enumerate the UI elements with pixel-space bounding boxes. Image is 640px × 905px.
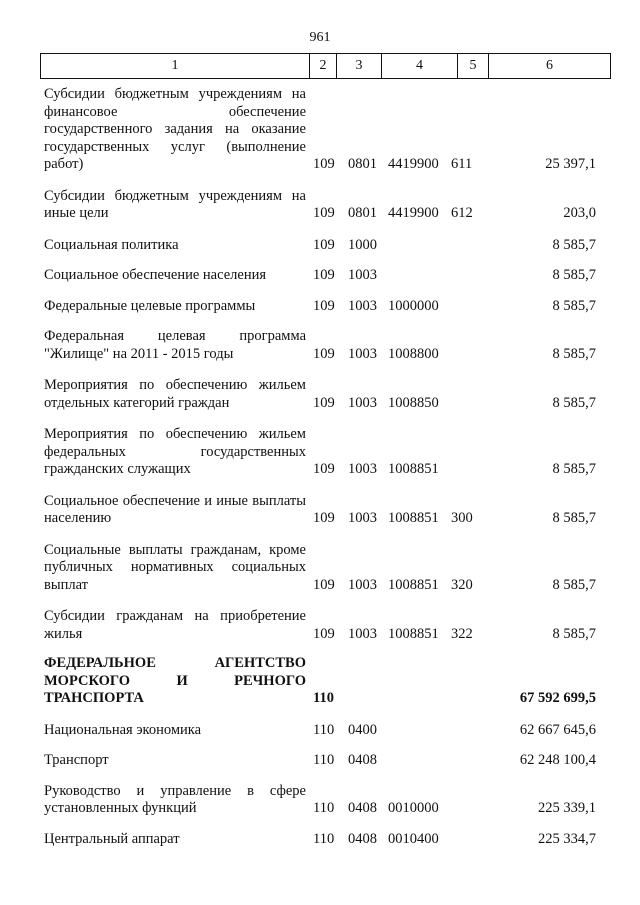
table-row <box>44 298 596 316</box>
row-amount: 8 585,7 <box>552 576 596 593</box>
table-row <box>44 188 596 223</box>
row-target-code: 1008851 <box>388 576 439 593</box>
row-name: Социальное обеспечение населения <box>44 267 267 283</box>
row-ministry-code: 109 <box>313 156 335 172</box>
row-target-code: 0010000 <box>388 800 439 816</box>
header-col-6: 6 <box>546 58 553 73</box>
row-ministry-code: 109 <box>313 236 335 253</box>
row-section-code: 0400 <box>348 721 377 738</box>
row-name: Субсидии бюджетным учреждениям на иные цели <box>44 187 306 221</box>
table-body <box>44 86 596 848</box>
row-ministry-code: 110 <box>313 721 335 738</box>
row-ministry-code: 110 <box>313 800 335 816</box>
row-target-code: 1008851 <box>388 625 439 642</box>
row-ministry-code: 109 <box>313 625 335 642</box>
row-amount: 8 585,7 <box>552 267 596 283</box>
row-name: Мероприятия по обеспечению жильем отдельных категорий граждан <box>44 377 306 411</box>
row-section-code: 0408 <box>348 830 377 847</box>
row-ministry-code: 109 <box>313 205 335 221</box>
row-target-code: 4419900 <box>388 205 439 221</box>
row-name: Центральный аппарат <box>44 830 180 847</box>
row-expense-type: 612 <box>451 205 473 221</box>
row-amount: 8 585,7 <box>552 345 596 362</box>
table-row <box>44 752 596 770</box>
row-amount: 225 339,1 <box>538 800 596 816</box>
row-expense-type: 322 <box>451 625 473 642</box>
row-name: Федеральная целевая программа "Жилище" на 2011 - 2015 годы <box>44 328 306 362</box>
header-col-2: 2 <box>310 54 337 78</box>
row-ministry-code: 110 <box>313 752 335 768</box>
table-row <box>44 831 596 849</box>
row-ministry-code: 109 <box>313 267 335 283</box>
row-section-code: 1003 <box>348 461 377 477</box>
row-name: Мероприятия по обеспечению жильем федеральных государственных гражданских служащих <box>44 426 306 477</box>
row-ministry-code: 110 <box>313 830 335 847</box>
row-amount: 62 248 100,4 <box>519 752 596 768</box>
table-row <box>44 655 596 708</box>
row-ministry-code: 109 <box>313 461 335 477</box>
row-amount: 8 585,7 <box>552 236 596 253</box>
row-ministry-code: 109 <box>313 394 335 411</box>
row-target-code: 4419900 <box>388 156 439 172</box>
table-row <box>44 722 596 740</box>
row-name: Социальная политика <box>44 236 179 253</box>
row-section-code: 0801 <box>348 205 377 221</box>
table-row <box>44 783 596 818</box>
row-expense-type: 611 <box>451 156 473 172</box>
row-target-code: 0010400 <box>388 830 439 847</box>
row-amount: 8 585,7 <box>552 461 596 477</box>
header-col-5: 5 <box>458 54 489 78</box>
row-ministry-code: 109 <box>313 510 335 526</box>
row-section-code: 0801 <box>348 156 377 172</box>
table-row <box>44 608 596 643</box>
row-ministry-code: 109 <box>313 297 335 314</box>
row-name: Федеральные целевые программы <box>44 297 256 314</box>
header-col-3: 3 <box>337 54 382 78</box>
row-ministry-code: 109 <box>313 345 335 362</box>
row-amount: 203,0 <box>563 205 596 221</box>
row-amount: 225 334,7 <box>538 830 596 847</box>
row-amount: 8 585,7 <box>552 510 596 526</box>
row-amount: 25 397,1 <box>545 156 596 172</box>
row-target-code: 1000000 <box>388 297 439 314</box>
row-target-code: 1008850 <box>388 394 439 411</box>
row-section-code: 1003 <box>348 510 377 526</box>
row-section-code: 1003 <box>348 297 377 314</box>
row-section-code: 1003 <box>348 576 377 593</box>
table-header <box>40 53 611 79</box>
row-amount: 8 585,7 <box>552 394 596 411</box>
row-section-code: 1003 <box>348 625 377 642</box>
row-ministry-code: 109 <box>313 576 335 593</box>
row-target-code: 1008851 <box>388 510 439 526</box>
header-col-1: 1 <box>41 54 310 78</box>
row-name: Субсидии бюджетным учреждениям на финансовое обеспечение государственного задания на оказание государственных услуг (выполнение работ) <box>44 86 306 172</box>
header-col-4: 4 <box>382 54 458 78</box>
table-row <box>44 377 596 412</box>
row-ministry-code: 110 <box>313 690 334 706</box>
table-row <box>44 237 596 255</box>
page-number: 961 <box>309 30 331 45</box>
table-row <box>44 426 596 479</box>
row-section-code: 1003 <box>348 267 377 283</box>
row-expense-type: 300 <box>451 510 473 526</box>
row-target-code: 1008800 <box>388 345 439 362</box>
row-expense-type: 320 <box>451 576 473 593</box>
row-name: Национальная экономика <box>44 721 202 738</box>
table-row <box>44 493 596 528</box>
table-row <box>44 267 596 285</box>
row-section-code: 1003 <box>348 345 377 362</box>
table-row <box>44 86 596 174</box>
row-amount: 8 585,7 <box>552 297 596 314</box>
row-name: Социальные выплаты гражданам, кроме публичных нормативных социальных выплат <box>44 541 306 593</box>
row-amount: 62 667 645,6 <box>519 721 596 738</box>
row-name: Субсидии гражданам на приобретение жилья <box>44 608 306 642</box>
row-section-code: 0408 <box>348 800 377 816</box>
row-section-code: 0408 <box>348 752 377 768</box>
row-name: Социальное обеспечение и иные выплаты населению <box>44 492 306 526</box>
row-name: ФЕДЕРАЛЬНОЕ АГЕНТСТВО МОРСКОГО И РЕЧНОГО ТРАНСПОРТА <box>44 655 306 706</box>
row-amount: 8 585,7 <box>552 625 596 642</box>
row-target-code: 1008851 <box>388 461 439 477</box>
row-name: Руководство и управление в сфере установленных функций <box>44 782 306 816</box>
table-row <box>44 542 596 595</box>
row-section-code: 1000 <box>348 236 377 253</box>
row-amount: 67 592 699,5 <box>519 690 596 706</box>
row-name: Транспорт <box>44 752 109 768</box>
table-row <box>44 328 596 363</box>
row-section-code: 1003 <box>348 394 377 411</box>
